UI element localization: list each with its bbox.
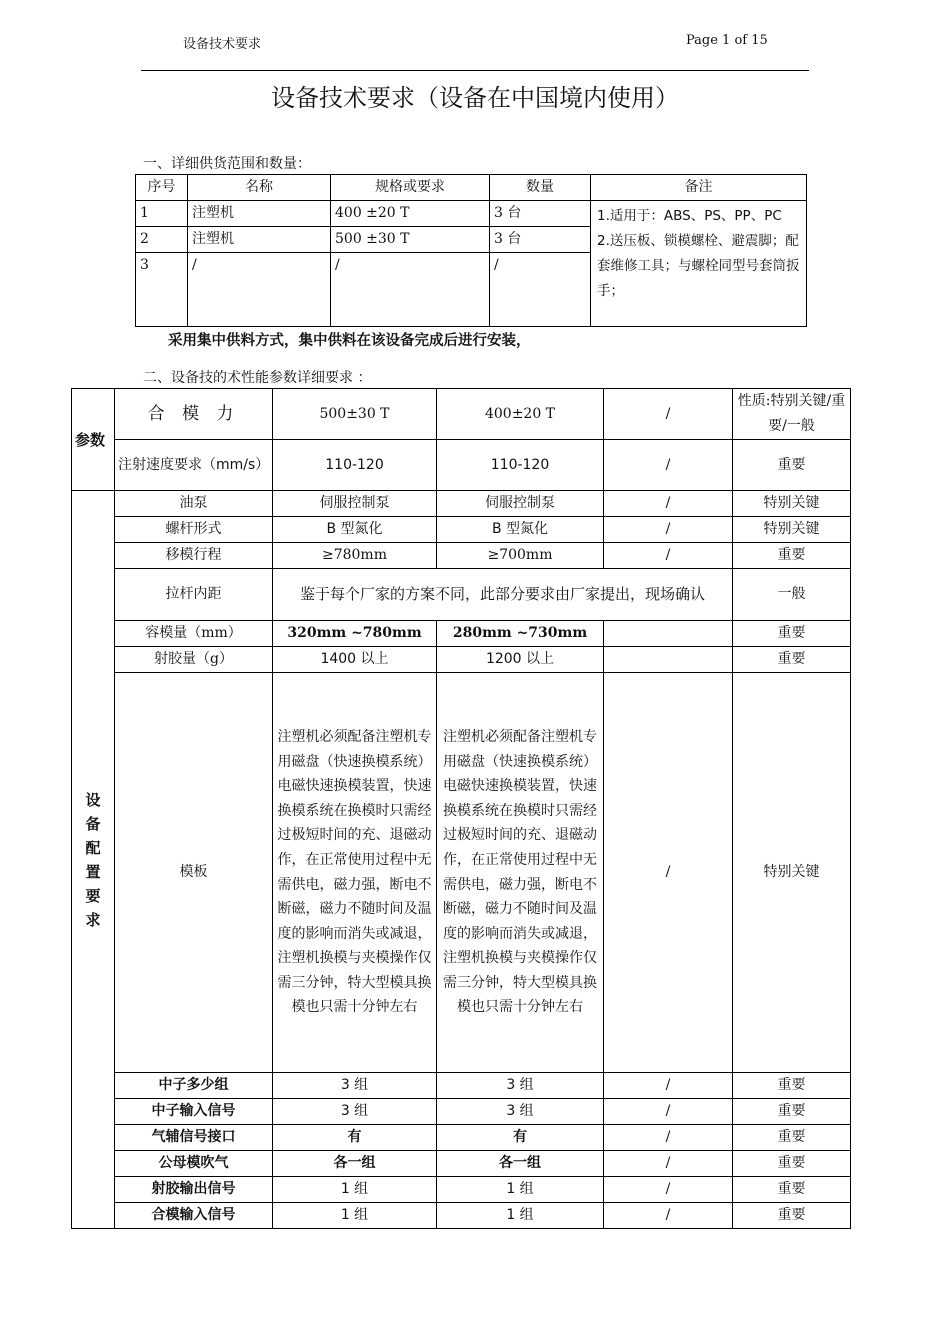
remark-line: 1.适用于：ABS、PS、PP、PC [597, 208, 782, 224]
cell-level: 特别关键 [733, 491, 851, 517]
table-row [72, 440, 851, 491]
cell-spec-a: 有 [273, 1125, 437, 1151]
cell-spec-c [604, 621, 733, 647]
col-header: 规格或要求 [331, 175, 490, 201]
cell-level: 重要 [733, 647, 851, 673]
group-label-params: 参数 [72, 389, 115, 491]
cell-spec-a: 1 组 [273, 1203, 437, 1229]
table-row [136, 201, 807, 227]
table-row [72, 491, 851, 517]
group-label-config [72, 491, 115, 1229]
cell-spec-a: 500±30 T [273, 389, 437, 440]
cell-no: 2 [136, 227, 188, 253]
remark-line: 2.送压板、锁模螺栓、避震脚；配套维修工具；与螺栓同型号套筒扳手； [597, 233, 800, 299]
header-page-number: Page 1 of 15 [686, 33, 768, 48]
table-row [72, 1203, 851, 1229]
cell-spec-c: / [604, 1125, 733, 1151]
performance-params-table [71, 388, 851, 1229]
row-item: 合 模 力 [115, 389, 273, 440]
table-row [72, 1073, 851, 1099]
cell-spec-b: 110-120 [437, 440, 604, 491]
cell-spec-c: / [604, 389, 733, 440]
cell-spec-c: / [604, 440, 733, 491]
cell-spec-c: / [604, 1177, 733, 1203]
cell-spec-b: 1 组 [437, 1177, 604, 1203]
cell-spec-a: 注塑机必须配备注塑机专用磁盘（快速换模系统）电磁快速换模装置，快速换模系统在换模时只需经过极短时间的充、退磁动作，在正常使用过程中无需供电，磁力强，断电不断磁，磁力不随时间及温度的影响而消失或减退，注塑机换模与夹模操作仅需三分钟，特大型模具换模也只需十分钟左右 [273, 673, 437, 1073]
cell-spec-c: / [604, 1073, 733, 1099]
section2-heading: 二、设备技的术性能参数详细要求 ： [143, 370, 372, 386]
table-row [72, 389, 851, 440]
cell-spec-a: 1400 以上 [273, 647, 437, 673]
cell-spec-a: 伺服控制泵 [273, 491, 437, 517]
row-item: 螺杆形式 [115, 517, 273, 543]
table-row [72, 673, 851, 1073]
row-item: 移模行程 [115, 543, 273, 569]
cell-name: 注塑机 [188, 201, 331, 227]
table-row [72, 1151, 851, 1177]
row-item: 射胶输出信号 [115, 1177, 273, 1203]
header-rule [141, 70, 809, 71]
cell-level: 重要 [733, 1177, 851, 1203]
cell-spec-c: / [604, 673, 733, 1073]
cell-spec-c: / [604, 491, 733, 517]
cell-spec-c [604, 647, 733, 673]
cell-level: 重要 [733, 1073, 851, 1099]
row-item: 模板 [115, 673, 273, 1073]
cell-spec: 400 ±20 T [331, 201, 490, 227]
cell-level: 重要 [733, 440, 851, 491]
cell-spec-a: 110-120 [273, 440, 437, 491]
row-item: 合模输入信号 [115, 1203, 273, 1229]
cell-spec-b: 注塑机必须配备注塑机专用磁盘（快速换模系统）电磁快速换模装置，快速换模系统在换模时只需经过极短时间的充、退磁动作，在正常使用过程中无需供电，磁力强，断电不断磁，磁力不随时间及温度的影响而消失或减退，注塑机换模与夹模操作仅需三分钟，特大型模具换模也只需十分钟左右 [437, 673, 604, 1073]
table-row [72, 569, 851, 621]
table-header-row [136, 175, 807, 201]
cell-level: 特别关键 [733, 673, 851, 1073]
col-header: 备注 [591, 175, 807, 201]
cell-spec-b: 伺服控制泵 [437, 491, 604, 517]
table-row [72, 621, 851, 647]
cell-spec-a: 3 组 [273, 1073, 437, 1099]
cell-spec-merged: 鉴于每个厂家的方案不同，此部分要求由厂家提出，现场确认 [273, 569, 733, 621]
cell-qty: 3 台 [490, 201, 591, 227]
col-header: 序号 [136, 175, 188, 201]
cell-level: 一般 [733, 569, 851, 621]
row-item: 中子输入信号 [115, 1099, 273, 1125]
cell-spec-b: 1200 以上 [437, 647, 604, 673]
table-row [72, 543, 851, 569]
row-item: 射胶量（g） [115, 647, 273, 673]
cell-spec-b: 3 组 [437, 1073, 604, 1099]
cell-spec-b: 400±20 T [437, 389, 604, 440]
cell-level: 性质:特别关键/重要/一般 [733, 389, 851, 440]
cell-spec-a: ≥780mm [273, 543, 437, 569]
cell-name: 注塑机 [188, 227, 331, 253]
table-row [72, 517, 851, 543]
cell-spec-c: / [604, 1099, 733, 1125]
cell-spec-b: 280mm ~730mm [437, 621, 604, 647]
row-item: 公母模吹气 [115, 1151, 273, 1177]
table-row [72, 1099, 851, 1125]
cell-spec-c: / [604, 543, 733, 569]
row-item: 拉杆内距 [115, 569, 273, 621]
cell-spec: / [331, 253, 490, 327]
row-item: 中子多少组 [115, 1073, 273, 1099]
row-item: 注射速度要求（mm/s） [115, 440, 273, 491]
row-item: 油泵 [115, 491, 273, 517]
cell-name: / [188, 253, 331, 327]
cell-level: 重要 [733, 1151, 851, 1177]
cell-no: 3 [136, 253, 188, 327]
cell-level: 重要 [733, 543, 851, 569]
cell-spec-a: 1 组 [273, 1177, 437, 1203]
cell-spec-a: 320mm ~780mm [273, 621, 437, 647]
cell-level: 重要 [733, 1099, 851, 1125]
cell-spec-b: ≥700mm [437, 543, 604, 569]
header-doc-name: 设备技术要求 [183, 37, 262, 52]
cell-level: 特别关键 [733, 517, 851, 543]
document-title: 设备技术要求（设备在中国境内使用） [271, 84, 679, 112]
cell-spec-b: 有 [437, 1125, 604, 1151]
cell-spec-a: 3 组 [273, 1099, 437, 1125]
supply-scope-table [135, 174, 807, 327]
cell-qty: 3 台 [490, 227, 591, 253]
cell-spec-c: / [604, 1203, 733, 1229]
cell-spec-b: 1 组 [437, 1203, 604, 1229]
cell-spec-a: B 型氮化 [273, 517, 437, 543]
cell-level: 重要 [733, 621, 851, 647]
table-row [72, 1177, 851, 1203]
cell-remarks [591, 201, 807, 327]
cell-spec-c: / [604, 1151, 733, 1177]
section1-heading: 一、详细供货范围和数量： [143, 156, 311, 172]
cell-spec-a: 各一组 [273, 1151, 437, 1177]
cell-no: 1 [136, 201, 188, 227]
group-label-text: 设备配置要求 [85, 790, 101, 929]
row-item: 容模量（mm） [115, 621, 273, 647]
table-row [72, 1125, 851, 1151]
row-item: 气辅信号接口 [115, 1125, 273, 1151]
supply-note: 采用集中供料方式，集中供料在该设备完成后进行安装， [168, 333, 531, 349]
cell-spec-b: 3 组 [437, 1099, 604, 1125]
cell-spec: 500 ±30 T [331, 227, 490, 253]
cell-spec-c: / [604, 517, 733, 543]
cell-spec-b: B 型氮化 [437, 517, 604, 543]
table-row [72, 647, 851, 673]
col-header: 名称 [188, 175, 331, 201]
col-header: 数量 [490, 175, 591, 201]
cell-level: 重要 [733, 1125, 851, 1151]
cell-level: 重要 [733, 1203, 851, 1229]
cell-qty: / [490, 253, 591, 327]
cell-spec-b: 各一组 [437, 1151, 604, 1177]
